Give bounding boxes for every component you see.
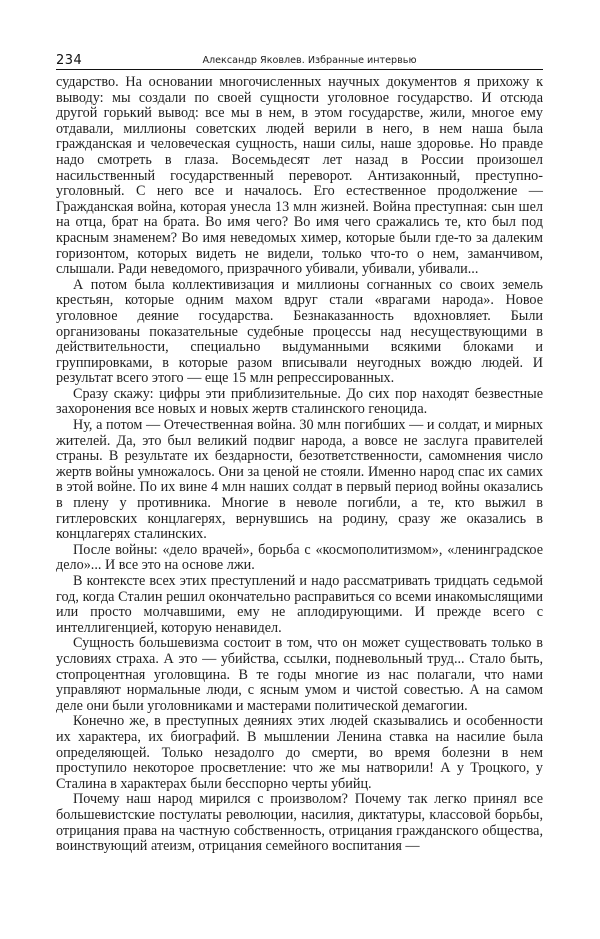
paragraph: Сущность большевизма состоит в том, что он может существовать только в условиях страха. А это — убийства, ссылки, подневольный труд... Стало быть, стопроцентная уголовщина. В те годы многие из нас полагали, что нами управляют нормальные люди, с ясным умом и чистой совестью. А на самом деле они были уголовниками и мастерами политической демагогии. bbox=[56, 635, 543, 714]
paragraph: Ну, а потом — Отечественная война. 30 млн погибших — и солдат, и мирных жителей. Да, это был великий подвиг народа, а вовсе не заслуга правителей страны. В результате их бездарности, безответственности, самомнения число жертв войны умножалось. Они за ценой не стояли. Именно народ спас их самих в этой войне. По их вине 4 млн наших солдат в первый период войны оказались в плену у противника. Многие в неволе погибли, а те, кто выжил в гитлеровских концлагерях, вернувшись на родину, сразу же оказались в концлагерях сталинских. bbox=[56, 417, 543, 543]
paragraph: В контексте всех этих преступлений и надо рассматривать тридцать седьмой год, когда Сталин решил окончательно расправиться со всеми инакомыслящими или просто молчавшими, ему не аплодирующими. И прежде всего с интеллигенцией, которую ненавидел. bbox=[56, 573, 543, 636]
paragraph: сударство. На основании многочисленных научных документов я прихожу к выводу: мы создали по своей сущности уголовное государство. И отсюда другой горький вывод: все мы в нем, в этом государстве, жили, многое ему отдавали, миллионы советских людей верили в него, в нем наша была гражданская и человеческая сущность, наши силы, наше здоровье. Но правде надо смотреть в глаза. Восемьдесят лет назад в России произошел насильственный государственный переворот. Антизаконный, преступно-уголовный. С него все и началось. Его естественное продолжение — Гражданская война, которая унесла 13 млн жизней. Война преступная: сын шел на отца, брат на брата. Во имя чего? Во имя чего сражались те, кто был под красным знаменем? Во имя неведомых химер, которые были где-то за далеким горизонтом, которых видеть не видели, только что-то о нем, заманчивом, слышали. Ради неведомого, призрачного убивали, убивали, убивали... bbox=[56, 74, 543, 278]
body-text bbox=[56, 75, 543, 855]
running-title: Александр Яковлев. Избранные интервью bbox=[202, 55, 417, 66]
paragraph: Почему наш народ мирился с произволом? Почему так легко принял все большевистские постулаты революции, насилия, диктатуры, классовой борьбы, отрицания права на частную собственность, отрицания гражданского общества, воинствующий атеизм, отрицания семейного воспитания — bbox=[56, 791, 543, 855]
paragraph: Сразу скажу: цифры эти приблизительные. До сих пор находят безвестные захоронения все новых и новых жертв сталинского геноцида. bbox=[56, 385, 543, 418]
paragraph: После войны: «дело врачей», борьба с «космополитизмом», «ленинградское дело»... И все это на основе лжи. bbox=[56, 541, 543, 574]
paragraph: А потом была коллективизация и миллионы согнанных со своих земель крестьян, которые одним махом вдруг стали «врагами народа». Новое уголовное деяние государства. Безнаказанность вдохновляет. Были организованы показательные судебные процессы над несуществующими в действительности, специально выдуманными всякими блоками и группировками, в которые разом вписывали неугодных вождю людей. И результат всего этого — еще 15 млн репрессированных. bbox=[56, 276, 543, 387]
running-header bbox=[56, 52, 543, 70]
page-number: 234 bbox=[56, 53, 83, 68]
paragraph: Конечно же, в преступных деяниях этих людей сказывались и особенности их характера, их биографий. В мышлении Ленина ставка на насилие была определяющей. Только незадолго до смерти, во время болезни в нем проступило некоторое просветление: что же мы натворили! А у Троцкого, у Сталина в характерах были бесспорно черты убийц. bbox=[56, 713, 543, 792]
book-page bbox=[56, 52, 543, 855]
